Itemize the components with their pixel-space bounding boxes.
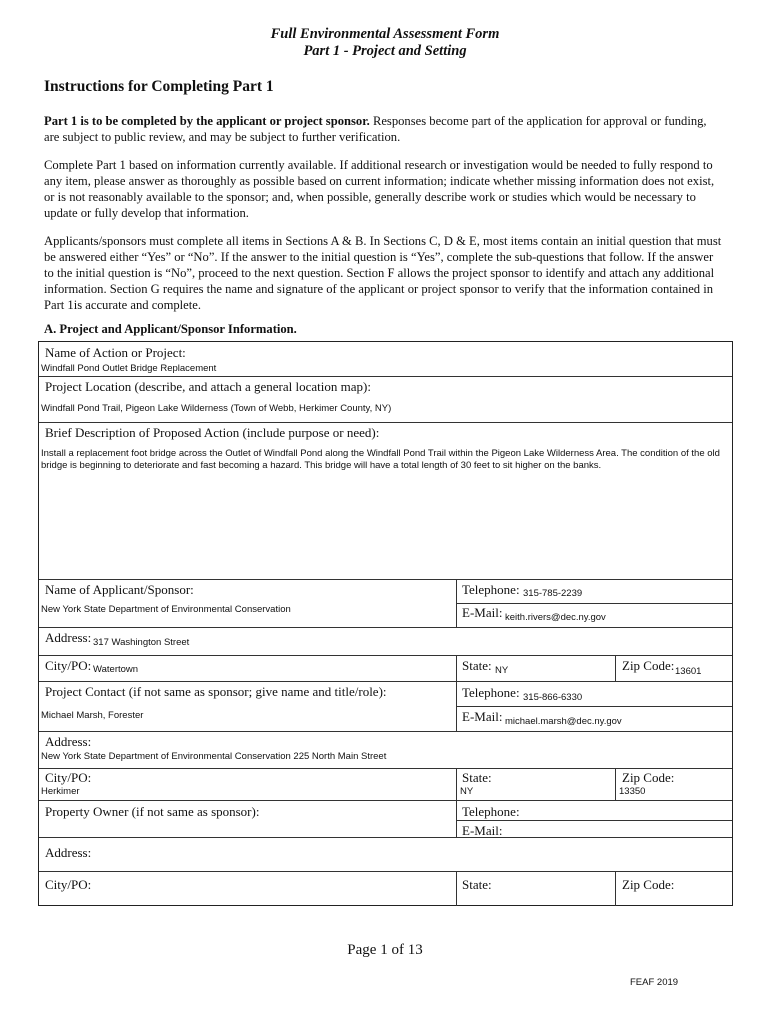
applicant-email-field[interactable]: keith.rivers@dec.ny.gov	[505, 612, 606, 623]
section-a-heading: A. Project and Applicant/Sponsor Information.	[44, 322, 297, 336]
applicant-telephone-field[interactable]: 315-785-2239	[523, 588, 583, 599]
contact-state-label: State:	[462, 770, 492, 785]
applicant-address-label: Address:	[45, 630, 92, 645]
contact-telephone-label: Telephone:	[462, 685, 520, 700]
contact-label: Project Contact (if not same as sponsor; give name and title/role):	[45, 684, 387, 699]
contact-email-field[interactable]: michael.marsh@dec.ny.gov	[505, 716, 622, 727]
owner-zip-label: Zip Code:	[622, 877, 675, 892]
contact-address-field[interactable]: New York State Department of Environmental Conservation 225 North Main Street	[41, 751, 387, 762]
contact-field[interactable]: Michael Marsh, Forester	[41, 710, 144, 721]
applicant-zip-field[interactable]: 13601	[675, 666, 702, 677]
applicant-telephone-label: Telephone:	[462, 582, 520, 597]
applicant-address-field[interactable]: 317 Washington Street	[93, 637, 190, 648]
instructions-paragraph-2: Complete Part 1 based on information currently available. If additional research or investigation would be needed to fully respond to any item, please answer as thoroughly as possible based on current information; indicate whether missing information does not exist, or is not reasonably available to the sponsor; and, when possible, generally describe work or studies which would be necessary to update or fully develop that information.	[44, 158, 715, 220]
owner-address-label: Address:	[45, 845, 92, 860]
contact-city-field[interactable]: Herkimer	[41, 786, 80, 797]
owner-city-label: City/PO:	[45, 877, 92, 892]
owner-state-label: State:	[462, 877, 492, 892]
instructions-paragraph-1-bold: Part 1 is to be completed by the applicant or project sponsor.	[44, 114, 370, 128]
applicant-city-field[interactable]: Watertown	[93, 664, 139, 675]
description-label: Brief Description of Proposed Action (include purpose or need):	[45, 425, 380, 440]
owner-label: Property Owner (if not same as sponsor):	[45, 804, 260, 819]
applicant-state-field[interactable]: NY	[495, 665, 509, 676]
applicant-city-label: City/PO:	[45, 658, 92, 673]
instructions-paragraph-1	[44, 113, 724, 145]
action-name-field[interactable]: Windfall Pond Outlet Bridge Replacement	[41, 363, 217, 374]
applicant-zip-label: Zip Code:	[622, 658, 675, 673]
instructions-paragraph-3: Applicants/sponsors must complete all items in Sections A & B. In Sections C, D & E, most items contain an initial question that must be answered either “Yes” or “No”. If the answer to the initial question is “Yes”, complete the sub-questions that follow. If the answer to the initial question is “No”, proceed to the next question. Section F allows the project sponsor to identify and attach any additional information. Section G requires the name and signature of the applicant or project sponsor to verify that the information contained in Part 1is accurate and complete.	[44, 234, 722, 312]
action-name-label: Name of Action or Project:	[45, 345, 186, 360]
contact-state-field[interactable]: NY	[460, 786, 474, 797]
contact-zip-field[interactable]: 13350	[619, 786, 646, 797]
location-field[interactable]: Windfall Pond Trail, Pigeon Lake Wilderness (Town of Webb, Herkimer County, NY)	[41, 403, 392, 414]
owner-email-label: E-Mail:	[462, 823, 503, 838]
form-code: FEAF 2019	[630, 977, 679, 988]
instructions-paragraph-1-text: Responses become part of the application for approval or funding, are subject to public review, and may be subject to further verification.	[44, 114, 707, 144]
description-field[interactable]: Install a replacement foot bridge across the Outlet of Windfall Pond along the Windfall Pond Trail within the Pigeon Lake Wilderness Area. The condition of the old bridge is beginning to deteriorate and fast becoming a hazard. This bridge will have a total length of 30 feet to sit higher on the banks.	[41, 448, 720, 471]
contact-address-label: Address:	[45, 734, 92, 749]
contact-telephone-field[interactable]: 315-866-6330	[523, 692, 583, 703]
applicant-state-label: State:	[462, 658, 492, 673]
applicant-field[interactable]: New York State Department of Environmental Conservation	[41, 604, 291, 615]
form-subtitle: Part 1 - Project and Setting	[303, 43, 467, 59]
section-a-form	[38, 341, 733, 906]
page-number: Page 1 of 13	[347, 942, 423, 958]
contact-email-label: E-Mail:	[462, 709, 503, 724]
applicant-label: Name of Applicant/Sponsor:	[45, 582, 194, 597]
form-title: Full Environmental Assessment Form	[270, 26, 500, 42]
applicant-email-label: E-Mail:	[462, 605, 503, 620]
owner-telephone-label: Telephone:	[462, 804, 520, 819]
contact-zip-label: Zip Code:	[622, 770, 675, 785]
location-label: Project Location (describe, and attach a general location map):	[45, 379, 371, 394]
contact-city-label: City/PO:	[45, 770, 92, 785]
instructions-heading: Instructions for Completing Part 1	[44, 78, 274, 95]
